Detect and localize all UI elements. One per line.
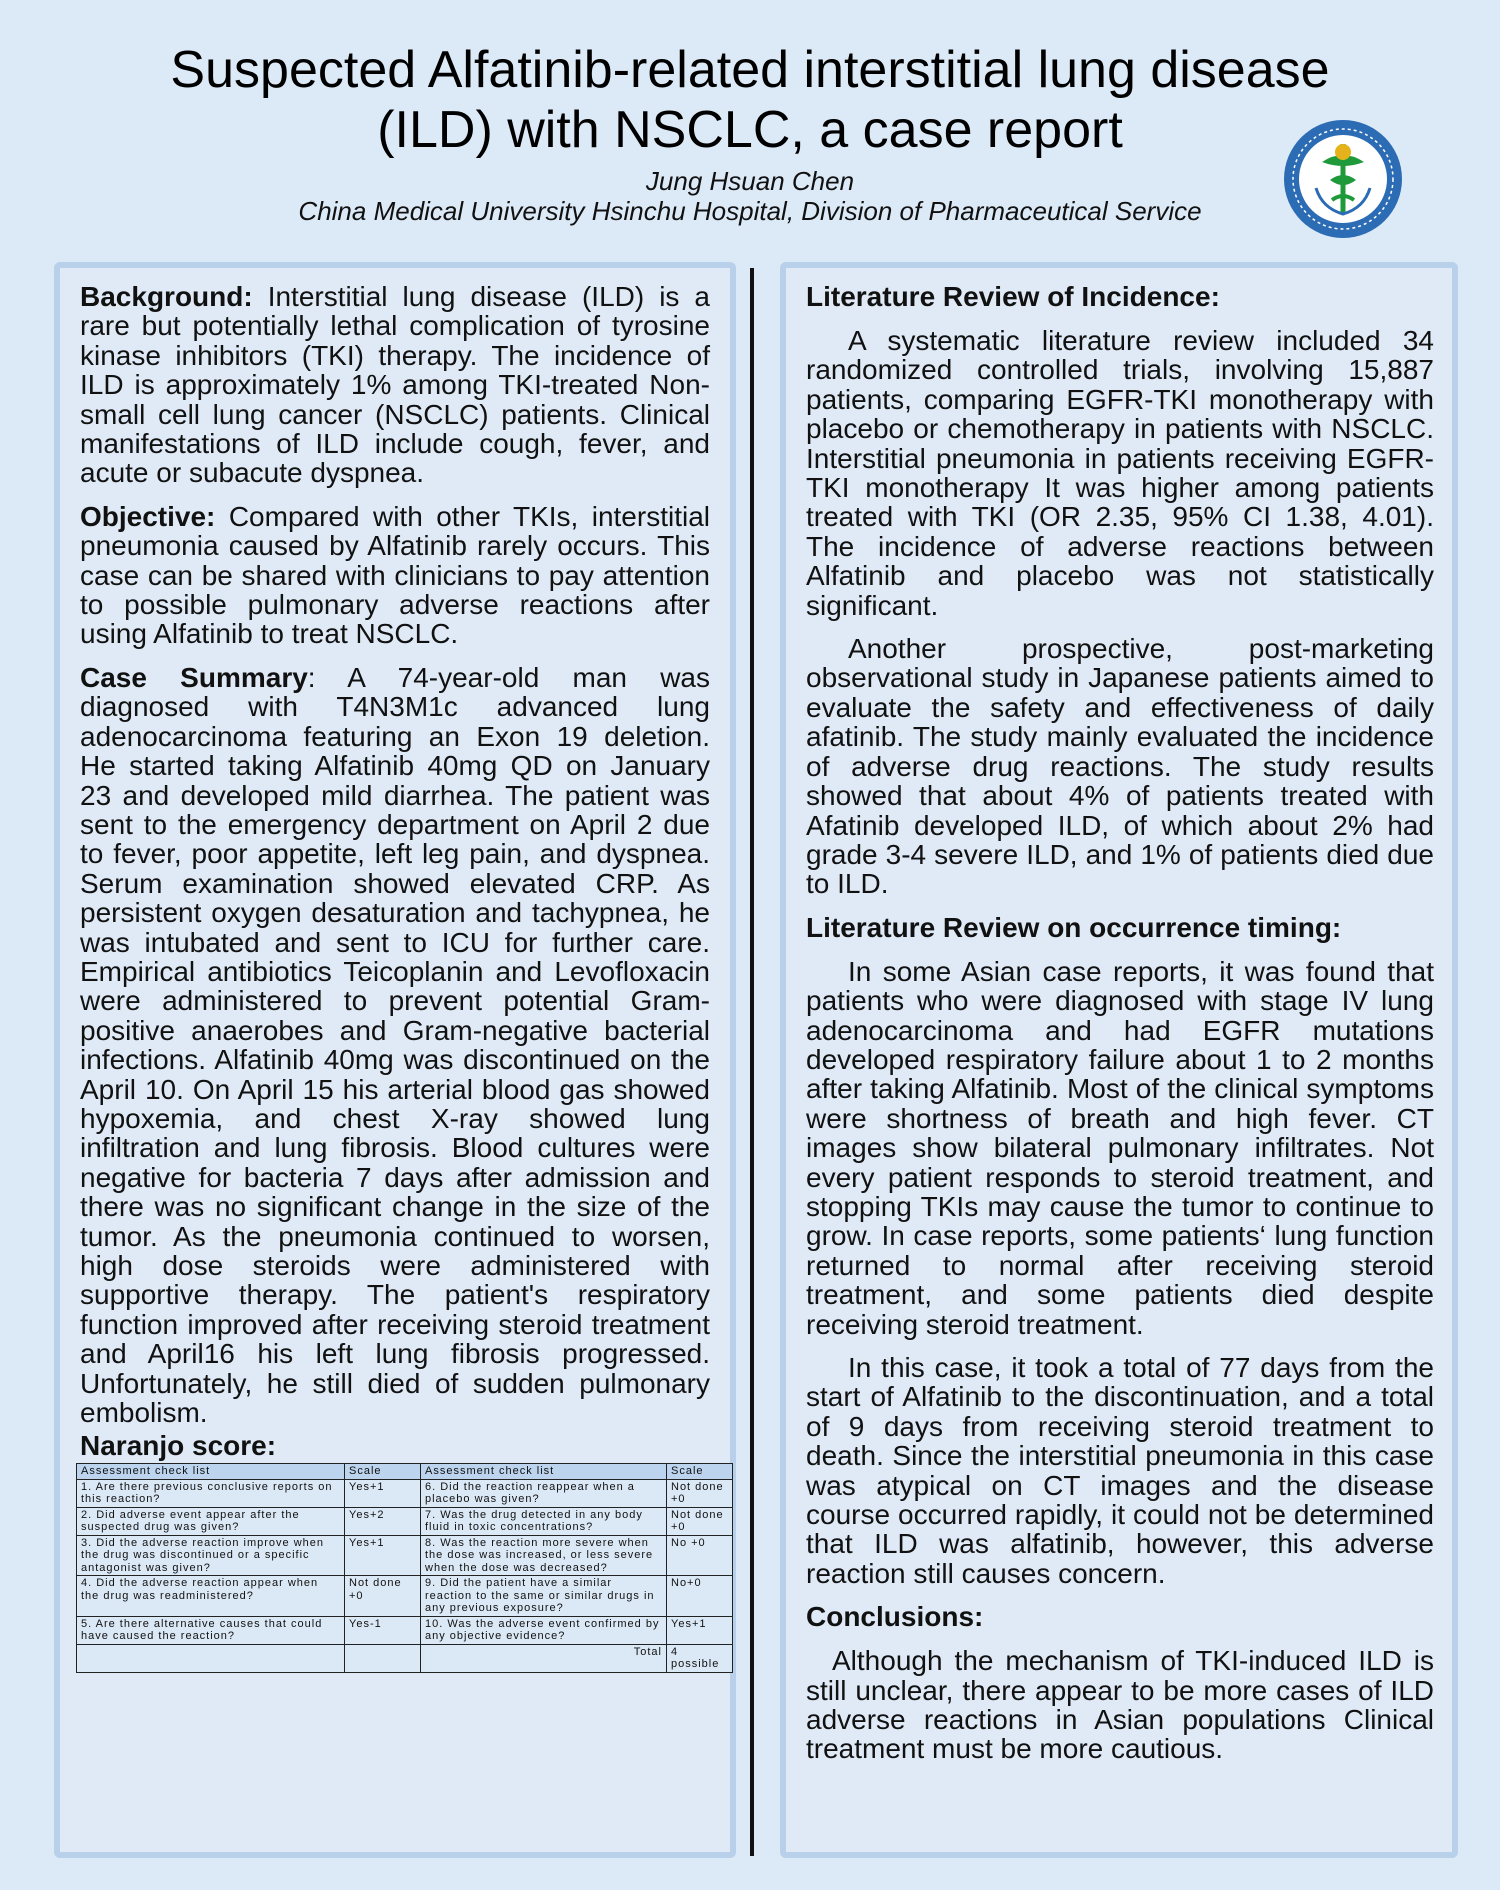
naranjo-empty-cell bbox=[77, 1644, 345, 1672]
timing-paragraph-2: In this case, it took a total of 77 days from the start of Alfatinib to the discontinuation, and a total of 9 days from receiving steroid treatment to death. Since the interstitial pneumonia in this case was atypical on CT images and the disease course occurred rapidly, it could not be determined that ILD was alfatinib, however, this adverse reaction still causes concern. bbox=[806, 1352, 1434, 1589]
naranjo-scale: Not done +0 bbox=[667, 1507, 733, 1535]
naranjo-scale: Yes+1 bbox=[667, 1616, 733, 1644]
objective-paragraph bbox=[80, 502, 710, 649]
naranjo-scale: Not done +0 bbox=[667, 1479, 733, 1507]
affiliation: China Medical University Hsinchu Hospital, Division of Pharmaceutical Service bbox=[298, 196, 1202, 226]
naranjo-question: 9. Did the patient have a similar reaction to the same or similar drugs in any previous exposure? bbox=[421, 1576, 667, 1617]
column-divider bbox=[750, 268, 754, 1856]
background-label: Background: bbox=[80, 281, 253, 312]
author-name: Jung Hsuan Chen bbox=[645, 166, 855, 196]
timing-paragraph-1: In some Asian case reports, it was found that patients who were diagnosed with stage IV lung adenocarcinoma and had EGFR mutations developed respiratory failure about 1 to 2 months after taking Alfatinib. Most of the clinical symptoms were shortness of breath and high fever. CT images show bilateral pulmonary infiltrates. Not every patient responds to steroid treatment, and stopping TKIs may cause the tumor to continue to grow. In case reports, some patients‘ lung function returned to normal after receiving steroid treatment, and some patients died despite receiving steroid treatment. bbox=[806, 955, 1434, 1340]
naranjo-scale: Yes-1 bbox=[345, 1616, 421, 1644]
naranjo-question: 8. Was the reaction more severe when the dose was increased, or less severe when the dose was decreased? bbox=[421, 1535, 667, 1576]
background-text: Interstitial lung disease (ILD) is a rare but potentially lethal complication of tyrosine kinase inhibitors (TKI) therapy. The incidence of ILD is approximately 1% among TKI-treated Non-small cell lung cancer (NSCLC) patients. Clinical manifestations of ILD include cough, fever, and acute or subacute dyspnea. bbox=[80, 281, 711, 489]
title-line-1: Suspected Alfatinib-related interstitial lung disease bbox=[170, 41, 1330, 99]
objective-text: Compared with other TKIs, interstitial pneumonia caused by Alfatinib rarely occurs. This case can be shared with clinicians to pay attention to possible pulmonary adverse reactions after using Alfatinib to treat NSCLC. bbox=[80, 500, 710, 650]
naranjo-col-header: Scale bbox=[667, 1464, 733, 1480]
timing-heading: Literature Review on occurrence timing: bbox=[806, 911, 1342, 943]
naranjo-question: 1. Are there previous conclusive reports on this reaction? bbox=[77, 1479, 345, 1507]
naranjo-total-value: 4 possible bbox=[667, 1644, 733, 1672]
title-line-2: (ILD) with NSCLC, a case report bbox=[377, 101, 1123, 159]
incidence-paragraph-1: A systematic literature review included 34 randomized controlled trials, involving 15,887 patients, comparing EGFR-TKI monotherapy with placebo or chemotherapy in patients with NSCLC. Interstitial pneumonia in patients receiving EGFR-TKI monotherapy It was higher among patients treated with TKI (OR 2.35, 95% CI 1.38, 4.01). The incidence of adverse reactions between Alfatinib and placebo was not statistically significant. bbox=[806, 325, 1434, 621]
naranjo-question: 10. Was the adverse event confirmed by any objective evidence? bbox=[421, 1616, 667, 1644]
naranjo-header-row bbox=[77, 1464, 733, 1480]
naranjo-heading: Naranjo score: bbox=[80, 1430, 277, 1462]
case-summary-label: Case Summary bbox=[80, 661, 308, 693]
naranjo-scale: No +0 bbox=[667, 1535, 733, 1576]
case-summary-text: : A 74-year-old man was diagnosed with T4N3M1c advanced lung adenocarcinoma featuring an Exon 19 deletion. He started taking Alfatinib 40mg QD on January 23 and developed mild diarrhea. The patient was sent to the emergency department on April 2 due to fever, poor appetite, left leg pain, and dyspnea. Serum examination showed elevated CRP. As persistent oxygen desaturation and tachypnea, he was intubated and sent to ICU for further care. Empirical antibiotics Teicoplanin and Levofloxacin were administered to prevent potential Gram-positive anaerobes and Gram-negative bacterial infections. Alfatinib 40mg was discontinued on the April 10. On April 15 his arterial blood gas showed hypoxemia, and chest X-ray showed lung infiltration and lung fibrosis. Blood cultures were negative for bacteria 7 days after admission and there was no significant change in the size of the tumor. As the pneumonia continued to worsen, high dose steroids were administered with supportive therapy. The patient's respiratory function improved after receiving steroid treatment and April16 his left lung fibrosis progressed. Unfortunately, he still died of sudden pulmonary embolism. bbox=[80, 661, 710, 1429]
naranjo-col-header: Scale bbox=[345, 1464, 421, 1480]
naranjo-row bbox=[77, 1616, 733, 1644]
naranjo-row bbox=[77, 1507, 733, 1535]
naranjo-question: 6. Did the reaction reappear when a placebo was given? bbox=[421, 1479, 667, 1507]
naranjo-total-row bbox=[77, 1644, 733, 1672]
naranjo-row bbox=[77, 1479, 733, 1507]
naranjo-row bbox=[77, 1535, 733, 1576]
naranjo-question: 7. Was the drug detected in any body fluid in toxic concentrations? bbox=[421, 1507, 667, 1535]
naranjo-question: 2. Did adverse event appear after the suspected drug was given? bbox=[77, 1507, 345, 1535]
naranjo-scale: Yes+1 bbox=[345, 1479, 421, 1507]
naranjo-table bbox=[76, 1463, 733, 1673]
naranjo-scale: Yes+2 bbox=[345, 1507, 421, 1535]
incidence-heading: Literature Review of Incidence: bbox=[806, 281, 1220, 312]
naranjo-col-header: Assessment check list bbox=[421, 1464, 667, 1480]
background-paragraph bbox=[80, 282, 710, 488]
case-summary-paragraph bbox=[80, 663, 710, 1428]
incidence-paragraph-2: Another prospective, post-marketing observational study in Japanese patients aimed to evaluate the safety and effectiveness of daily afatinib. The study mainly evaluated the incidence of adverse drug reactions. The study results showed that about 4% of patients treated with Afatinib developed ILD, of which about 2% had grade 3-4 severe ILD, and 1% of patients died due to ILD. bbox=[806, 633, 1434, 900]
naranjo-question: 5. Are there alternative causes that could have caused the reaction? bbox=[77, 1616, 345, 1644]
naranjo-question: 4. Did the adverse reaction appear when the drug was readministered? bbox=[77, 1576, 345, 1617]
naranjo-empty-cell bbox=[345, 1644, 421, 1672]
poster-title bbox=[0, 40, 1500, 160]
objective-label: Objective: bbox=[80, 500, 216, 532]
naranjo-question: 3. Did the adverse reaction improve when the drug was discontinued or a specific antagonist was given? bbox=[77, 1535, 345, 1576]
naranjo-total-label: Total bbox=[421, 1644, 667, 1672]
conclusions-paragraph: Although the mechanism of TKI-induced ILD is still unclear, there appear to be more cases of ILD adverse reactions in Asian populations Clinical treatment must be more cautious. bbox=[806, 1645, 1434, 1765]
naranjo-scale: Not done +0 bbox=[345, 1576, 421, 1617]
naranjo-col-header: Assessment check list bbox=[77, 1464, 345, 1480]
left-column bbox=[54, 262, 736, 1858]
poster-header bbox=[0, 40, 1500, 226]
right-column bbox=[780, 262, 1458, 1858]
naranjo-scale: No+0 bbox=[667, 1576, 733, 1617]
hospital-logo-icon bbox=[1282, 118, 1404, 240]
conclusions-heading: Conclusions: bbox=[806, 1601, 984, 1633]
naranjo-scale: Yes+1 bbox=[345, 1535, 421, 1576]
naranjo-row bbox=[77, 1576, 733, 1617]
